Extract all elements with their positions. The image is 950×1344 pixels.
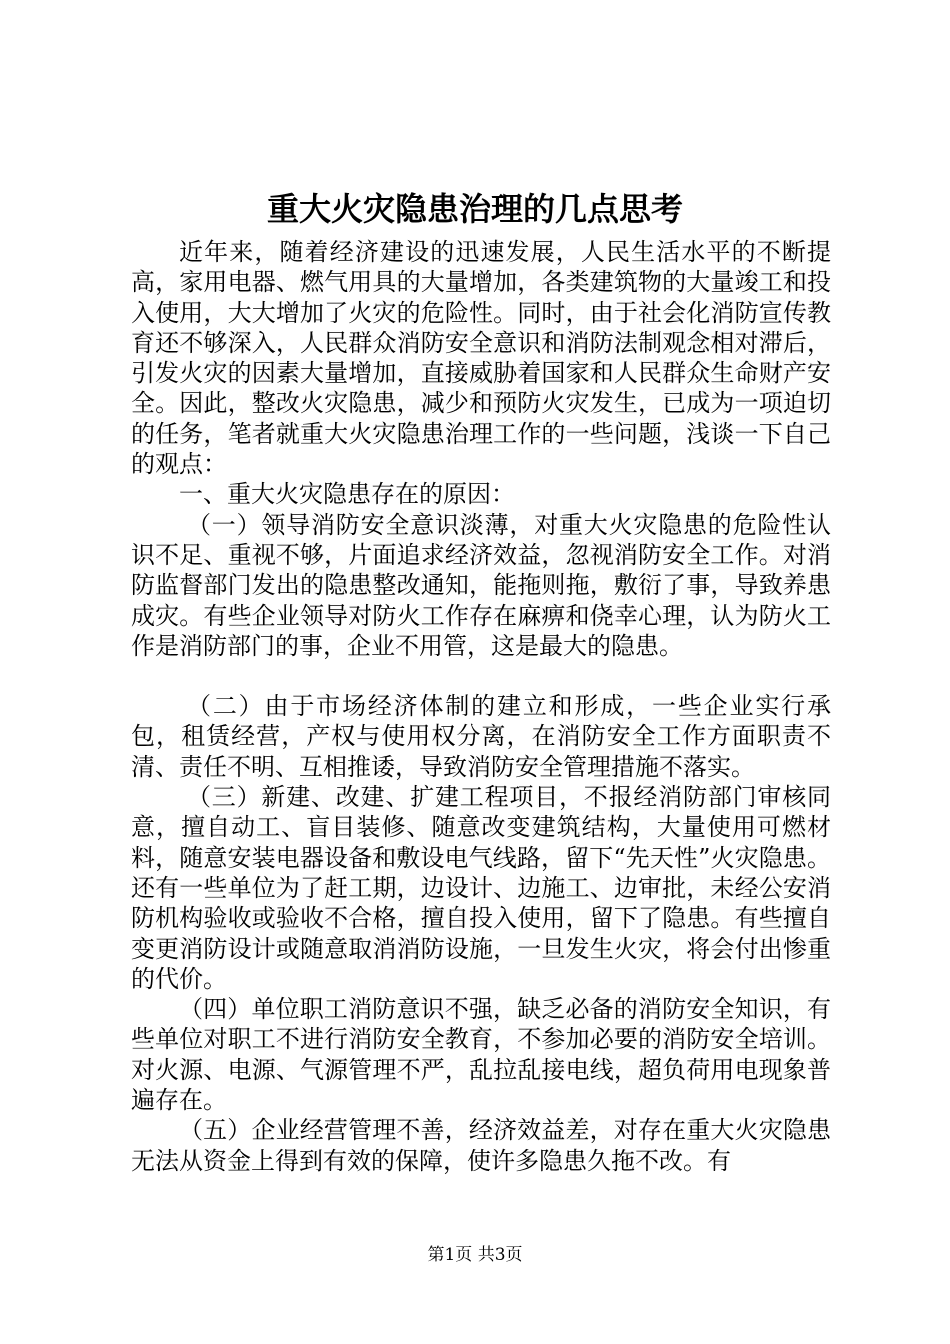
page-footer: 第1页 共3页 [427, 1245, 523, 1265]
reason-paragraph-2: （二）由于市场经济体制的建立和形成，一些企业实行承包，租赁经营，产权与使用权分离，在消防安全工作方面职责不清、责任不明、互相推诿，导致消防安全管理措施不落实。 [131, 692, 831, 781]
section-heading: 一、重大火灾隐患存在的原因： [179, 480, 515, 509]
document-title: 重大火灾隐患治理的几点思考 [266, 190, 683, 228]
reason-paragraph-1: （一）领导消防安全意识淡薄，对重大火灾隐患的危险性认识不足、重视不够，片面追求经济效益，忽视消防安全工作。对消防监督部门发出的隐患整改通知，能拖则拖，敷衍了事，导致养患成灾。有些企业领导对防火工作存在麻痹和侥幸心理，认为防火工作是消防部门的事，企业不用管，这是最大的隐患。 [131, 510, 831, 660]
reason-paragraph-3: （三）新建、改建、扩建工程项目，不报经消防部门审核同意，擅自动工、盲目装修、随意改变建筑结构，大量使用可燃材料，随意安装电器设备和敷设电气线路，留下“先天性”火灾隐患。还有一些单位为了赶工期，边设计、边施工、边审批，未经公安消防机构验收或验收不合格，擅自投入使用，留下了隐患。有些擅自变更消防设计或随意取消消防设施，一旦发生火灾，将会付出惨重的代价。 [131, 783, 831, 993]
intro-paragraph: 近年来，随着经济建设的迅速发展，人民生活水平的不断提高，家用电器、燃气用具的大量增加，各类建筑物的大量竣工和投入使用，大大增加了火灾的危险性。同时，由于社会化消防宣传教育还不够深入，人民群众消防安全意识和消防法制观念相对滞后，引发火灾的因素大量增加，直接威胁着国家和人民群众生命财产安全。因此，整改火灾隐患，减少和预防火灾发生，已成为一项迫切的任务，笔者就重大火灾隐患治理工作的一些问题，浅谈一下自己的观点： [131, 238, 831, 479]
reason-paragraph-5: （五）企业经营管理不善，经济效益差，对存在重大火灾隐患无法从资金上得到有效的保障，使许多隐患久拖不改。有 [131, 1116, 831, 1175]
reason-paragraph-4: （四）单位职工消防意识不强，缺乏必备的消防安全知识，有些单位对职工不进行消防安全教育，不参加必要的消防安全培训。对火源、电源、气源管理不严，乱拉乱接电线，超负荷用电现象普遍存在。 [131, 995, 831, 1115]
document-body [131, 237, 831, 1176]
